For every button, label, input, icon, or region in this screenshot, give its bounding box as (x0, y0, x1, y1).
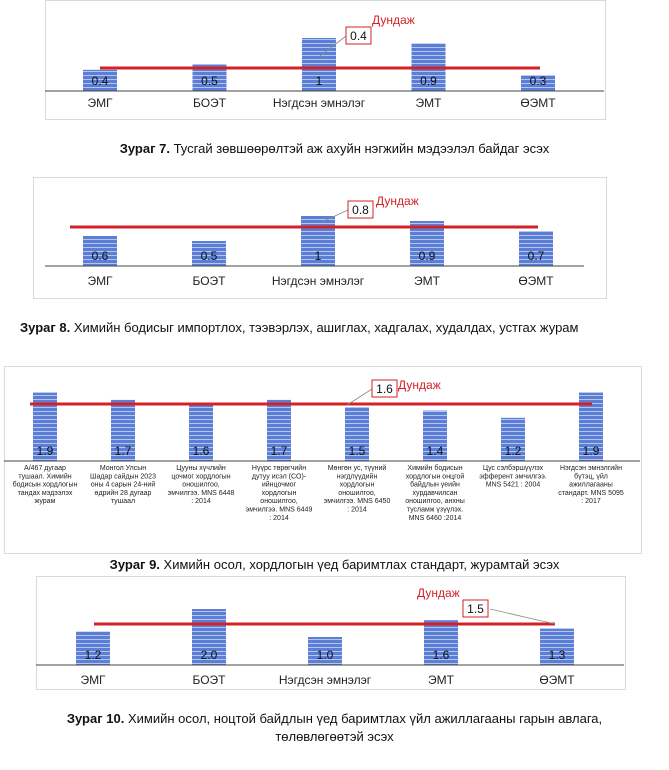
bar-value-label: 1.6 (192, 444, 210, 458)
chart-7-caption-number: Зураг 7. (119, 141, 170, 156)
bar-value-label: 1.7 (270, 444, 288, 458)
bar-value-label: 1.4 (426, 444, 444, 458)
bar-value-label: 1.3 (548, 648, 566, 662)
category-label: Мөнгөн ус, түүний нэгдлүүдийн хордлогын оношилгоо, эмчилгээ. MNS 6450 : 2014 (323, 465, 391, 514)
bar-value-label: 1.7 (114, 444, 132, 458)
bar-value-label: 0.6 (91, 249, 109, 263)
chart-8-caption-text: Химийн бодисыг импортлох, тээвэрлэх, ашиглах, хадгалах, худалдах, устгах журам (70, 320, 579, 335)
category-label: ЭМТ (415, 96, 442, 110)
bar-value-label: 1.2 (504, 444, 522, 458)
chart-7-caption-text: Тусгай зөвшөөрөлтэй аж ахуйн нэгжийн мэдээлэл байдаг эсэх (169, 141, 550, 156)
bar-value-label: 0.5 (201, 74, 218, 88)
bar-value-label: 1.2 (84, 648, 102, 662)
category-label: Монгол Улсын Шадар сайдын 2023 оны 4 сарын 24-ний өдрийн 28 дугаар тушаал (90, 465, 156, 506)
average-legend-label: Дундаж (372, 13, 415, 27)
bar-value-label: 1 (315, 74, 323, 88)
bar-value-label: 0.9 (418, 249, 436, 263)
average-value-label: 1.5 (467, 602, 484, 616)
category-label: БОЭТ (192, 96, 227, 110)
category-label: БОЭТ (192, 673, 226, 687)
chart-10-caption-line2: төлөвлөгөөтэй эсэх (275, 729, 394, 744)
category-label: БОЭТ (192, 274, 226, 288)
category-label: ЭМГ (87, 274, 113, 288)
category-label: Нүүрс төрөгчийн дутуу исэл (CO)-ийнцочмог хордлогын оношилгоо, эмчилгээ. MNS 6449 : 2014 (245, 465, 313, 522)
bar-value-label: 0.4 (91, 74, 109, 88)
chart-9-caption-number: Зураг 9. (109, 557, 160, 572)
bar-value-label: 2.0 (200, 648, 218, 662)
bar-value-label: 1.5 (348, 444, 366, 458)
average-value-label: 1.6 (376, 382, 393, 396)
bar-value-label: 1.9 (582, 444, 600, 458)
chart-10-caption-text: Химийн осол, ноцтой байдлын үед баримтлах үйл ажиллагааны гарын авлага, (124, 711, 603, 726)
chart-9-caption-text: Химийн осол, хордлогын үед баримтлах стандарт, журамтай эсэх (159, 557, 560, 572)
bar-value-label: 0.7 (527, 249, 545, 263)
average-legend-label: Дундаж (376, 194, 419, 208)
category-label: Цууны хүчлийн цочмог хордлогын оношилгоо, эмчилгээ. MNS 6448 : 2014 (167, 465, 235, 506)
chart-10-caption-number: Зураг 10. (66, 711, 125, 726)
chart-10-caption (0, 711, 669, 726)
bar-value-label: 1 (314, 249, 322, 263)
category-label: Цус сэлбэршүүлэх эфферент эмчилгээ. MNS 5421 : 2004 (479, 465, 547, 489)
average-leader-line (490, 609, 555, 624)
category-label: Нэгдсэн эмнэлэг (272, 96, 366, 110)
category-label: ЭМГ (87, 96, 113, 110)
bar-value-label: 0.5 (200, 249, 218, 263)
average-value-label: 0.8 (352, 203, 369, 217)
average-legend-label: Дундаж (398, 378, 441, 392)
category-label: Нэгдсэн эмнэлгийн бүтэц, үйл ажиллагааны стандарт. MNS 5095 : 2017 (558, 465, 624, 506)
category-label: ЭМТ (428, 673, 454, 687)
bar-value-label: 1.0 (316, 648, 334, 662)
bar-value-label: 1.6 (432, 648, 450, 662)
category-label: ЭМТ (414, 274, 440, 288)
bar-value-label: 1.9 (36, 444, 54, 458)
category-label: А/467 дугаар тушаал. Химийн бодисын хордлогын тандах мэдээлэх журам (12, 465, 78, 506)
category-label: Химийн бодисын хордлогын онцгой байдлын үеийн хурдавчилсан оношилгоо, анхны тусламж үзүүлэх. MNS 6460 :2014 (405, 465, 465, 522)
chart-8-caption-number: Зураг 8. (20, 320, 71, 335)
category-label: Нэгдсэн эмнэлэг (271, 274, 365, 288)
category-label: ӨЭМТ (518, 274, 554, 288)
category-label: ЭМГ (80, 673, 106, 687)
category-label: ӨЭМТ (520, 96, 556, 110)
bar-value-label: 0.3 (529, 74, 547, 88)
category-label: Нэгдсэн эмнэлэг (278, 673, 372, 687)
average-legend-label: Дундаж (417, 586, 460, 600)
bar-value-label: 0.9 (420, 74, 437, 88)
average-value-label: 0.4 (350, 29, 367, 43)
category-label: ӨЭМТ (539, 673, 575, 687)
